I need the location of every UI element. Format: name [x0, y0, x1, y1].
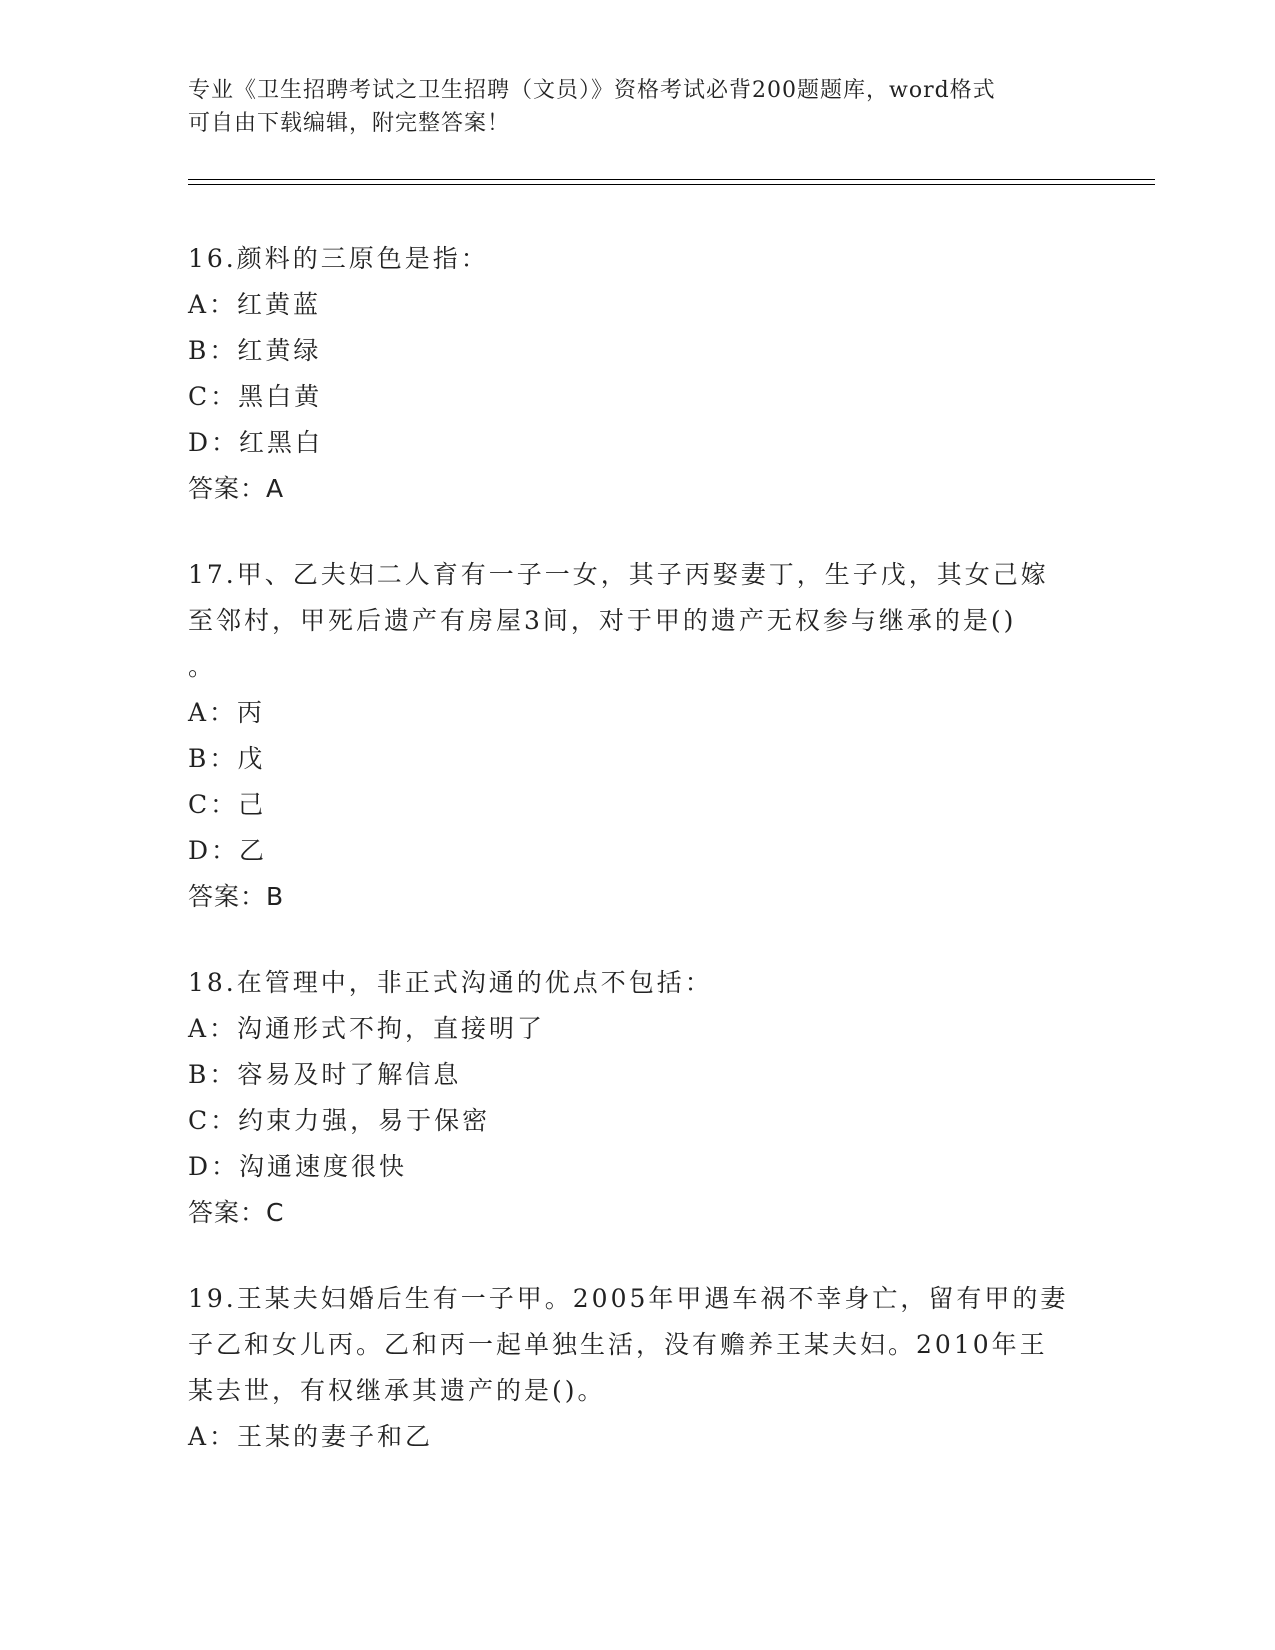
option-d: D：沟通速度很快 [188, 1152, 408, 1181]
option-a: A：王某的妻子和乙 [188, 1422, 434, 1451]
header-divider-bottom [188, 184, 1155, 185]
question-text [188, 1276, 1088, 1414]
option-c: C：约束力强，易于保密 [188, 1106, 491, 1135]
question-text [188, 552, 1088, 690]
answer-label: 答案：A [188, 474, 285, 503]
option-c: C：己 [188, 790, 267, 819]
option-d: D：乙 [188, 836, 268, 865]
question-16 [188, 236, 1088, 512]
header-divider-top [188, 179, 1155, 180]
question-text-line: 至邻村，甲死后遗产有房屋3间，对于甲的遗产无权参与继承的是() [188, 606, 1017, 635]
question-text-line: 某去世，有权继承其遗产的是()。 [188, 1376, 606, 1405]
question-18 [188, 960, 1088, 1236]
answer-label: 答案：C [188, 1198, 285, 1227]
option-b: B：戊 [188, 744, 266, 773]
question-text-line: 16.颜料的三原色是指： [188, 244, 489, 273]
document-header [188, 74, 1088, 140]
question-text-line: 子乙和女儿丙。乙和丙一起单独生活，没有赡养王某夫妇。2010年王 [188, 1330, 1048, 1359]
option-d: D：红黑白 [188, 428, 324, 457]
option-a: A：丙 [188, 698, 266, 727]
question-list [188, 236, 1088, 1500]
answer-label: 答案：B [188, 882, 285, 911]
option-b: B：红黄绿 [188, 336, 322, 365]
question-text-line: 。 [188, 652, 217, 681]
question-17 [188, 552, 1088, 920]
question-19 [188, 1276, 1088, 1460]
option-a: A：红黄蓝 [188, 290, 322, 319]
option-c: C：黑白黄 [188, 382, 323, 411]
question-text [188, 236, 1088, 282]
question-text-line: 18.在管理中，非正式沟通的优点不包括： [188, 968, 713, 997]
question-text [188, 960, 1088, 1006]
option-b: B：容易及时了解信息 [188, 1060, 462, 1089]
header-line-1: 专业《卫生招聘考试之卫生招聘（文员）》资格考试必背200题题库，word格式 [188, 78, 996, 103]
option-a: A：沟通形式不拘，直接明了 [188, 1014, 546, 1043]
question-text-line: 19.王某夫妇婚后生有一子甲。2005年甲遇车祸不幸身亡，留有甲的妻 [188, 1284, 1069, 1313]
question-text-line: 17.甲、乙夫妇二人育有一子一女，其子丙娶妻丁，生子戊，其女己嫁 [188, 560, 1049, 589]
header-line-2: 可自由下载编辑，附完整答案！ [188, 111, 511, 136]
